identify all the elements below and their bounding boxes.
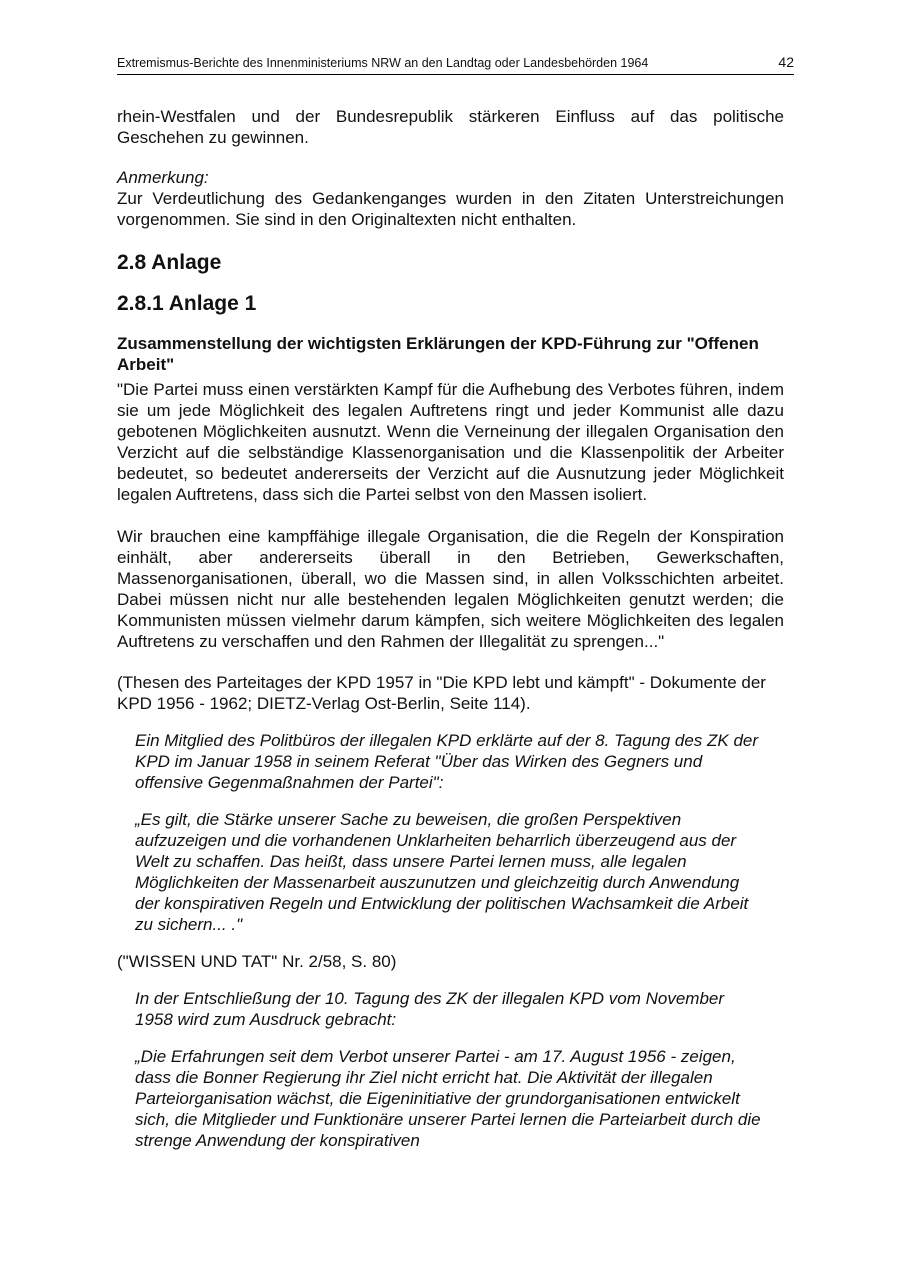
intro-quote-2: Ein Mitglied des Politbüros der illegalen KPD erklärte auf der 8. Tagung des ZK der KPD im Januar 1958 in seinem Referat "Über das Wirken des Gegners und offensive Gegenmaßnahmen der Partei": <box>135 731 759 792</box>
page-number: 42 <box>778 54 794 70</box>
note-label: Anmerkung: <box>117 168 209 187</box>
source-citation-1: (Thesen des Parteitages der KPD 1957 in "Die KPD lebt und kämpft" - Dokumente der KPD 1956 - 1962; DIETZ-Verlag Ost-Berlin, Seite 114). <box>117 673 766 713</box>
quote-3: „Die Erfahrungen seit dem Verbot unserer Partei - am 17. August 1956 - zeigen, dass die Bonner Regierung ihr Ziel nicht erricht hat. Die Aktivität der illegalen Parteiorganisation wächst, die Eigeninitiative der grundorganisationen entwickelt sich, die Mitglieder und Funktionäre unserer Partei lernen die Parteiarbeit durch die strenge Anwendung der konspirativen <box>135 1047 761 1150</box>
header-title: Extremismus-Berichte des Innenministeriums NRW an den Landtag oder Landesbehörden 1964 <box>117 56 649 70</box>
section-heading-2-8-1: 2.8.1 Anlage 1 <box>117 292 257 315</box>
quote1-paragraph1: "Die Partei muss einen verstärkten Kampf für die Aufhebung des Verbotes führen, indem sie um jede Möglichkeit des legalen Auftretens ringt und jeder Kommunist alle dazu gebotenen Möglichkeiten ausnutzt. Wenn die Verneinung der illegalen Organisation den Verzicht auf die selbständige Klassenorganisation und die Klassenpolitik der Arbeiter bedeutet, so bedeutet andererseits der Verzicht auf die Ausnutzung jeder Möglichkeit legalen Auftretens, dass sich die Partei selbst von den Massen isoliert. <box>117 380 784 504</box>
note-text: Zur Verdeutlichung des Gedankenganges wurden in den Zitaten Unterstreichungen vorgenommen. Sie sind in den Originaltexten nicht enthalten. <box>117 189 784 229</box>
quote1-paragraph2: Wir brauchen eine kampffähige illegale Organisation, die die Regeln der Konspiration einhält, aber andererseits überall in den Betrieben, Gewerkschaften, Massenorganisationen, überall, wo die Massen sind, in allen Volksschichten arbeitet. Dabei müssen nicht nur alle bestehenden legalen Möglichkeiten genutzt werden; die Kommunisten müssen vielmehr darum kämpfen, sich weitere Möglichkeiten des legalen Auftretens zu verschaffen und den Rahmen der Illegalität zu sprengen..." <box>117 527 784 651</box>
source-citation-2: ("WISSEN UND TAT" Nr. 2/58, S. 80) <box>117 952 397 971</box>
subheading: Zusammenstellung der wichtigsten Erklärungen der KPD-Führung zur "Offenen Arbeit" <box>117 334 759 374</box>
page-header <box>117 52 794 75</box>
quote-2: „Es gilt, die Stärke unserer Sache zu beweisen, die großen Perspektiven aufzuzeigen und die vorhandenen Unklarheiten beharrlich überzeugend aus der Welt zu schaffen. Das heißt, dass unsere Partei lernen muss, alle legalen Möglichkeiten der Massenarbeit auszunutzen und gleichzeitig durch Anwendung der konspirativen Regeln und Entwicklung der politischen Wachsamkeit die Arbeit zu sichern... ." <box>135 810 749 934</box>
page-body <box>117 106 784 1151</box>
intro-paragraph: rhein-Westfalen und der Bundesrepublik stärkeren Einfluss auf das politische Geschehen zu gewinnen. <box>117 107 784 147</box>
section-heading-2-8: 2.8 Anlage <box>117 251 222 274</box>
intro-quote-3: In der Entschließung der 10. Tagung des ZK der illegalen KPD vom November 1958 wird zum Ausdruck gebracht: <box>135 989 725 1029</box>
